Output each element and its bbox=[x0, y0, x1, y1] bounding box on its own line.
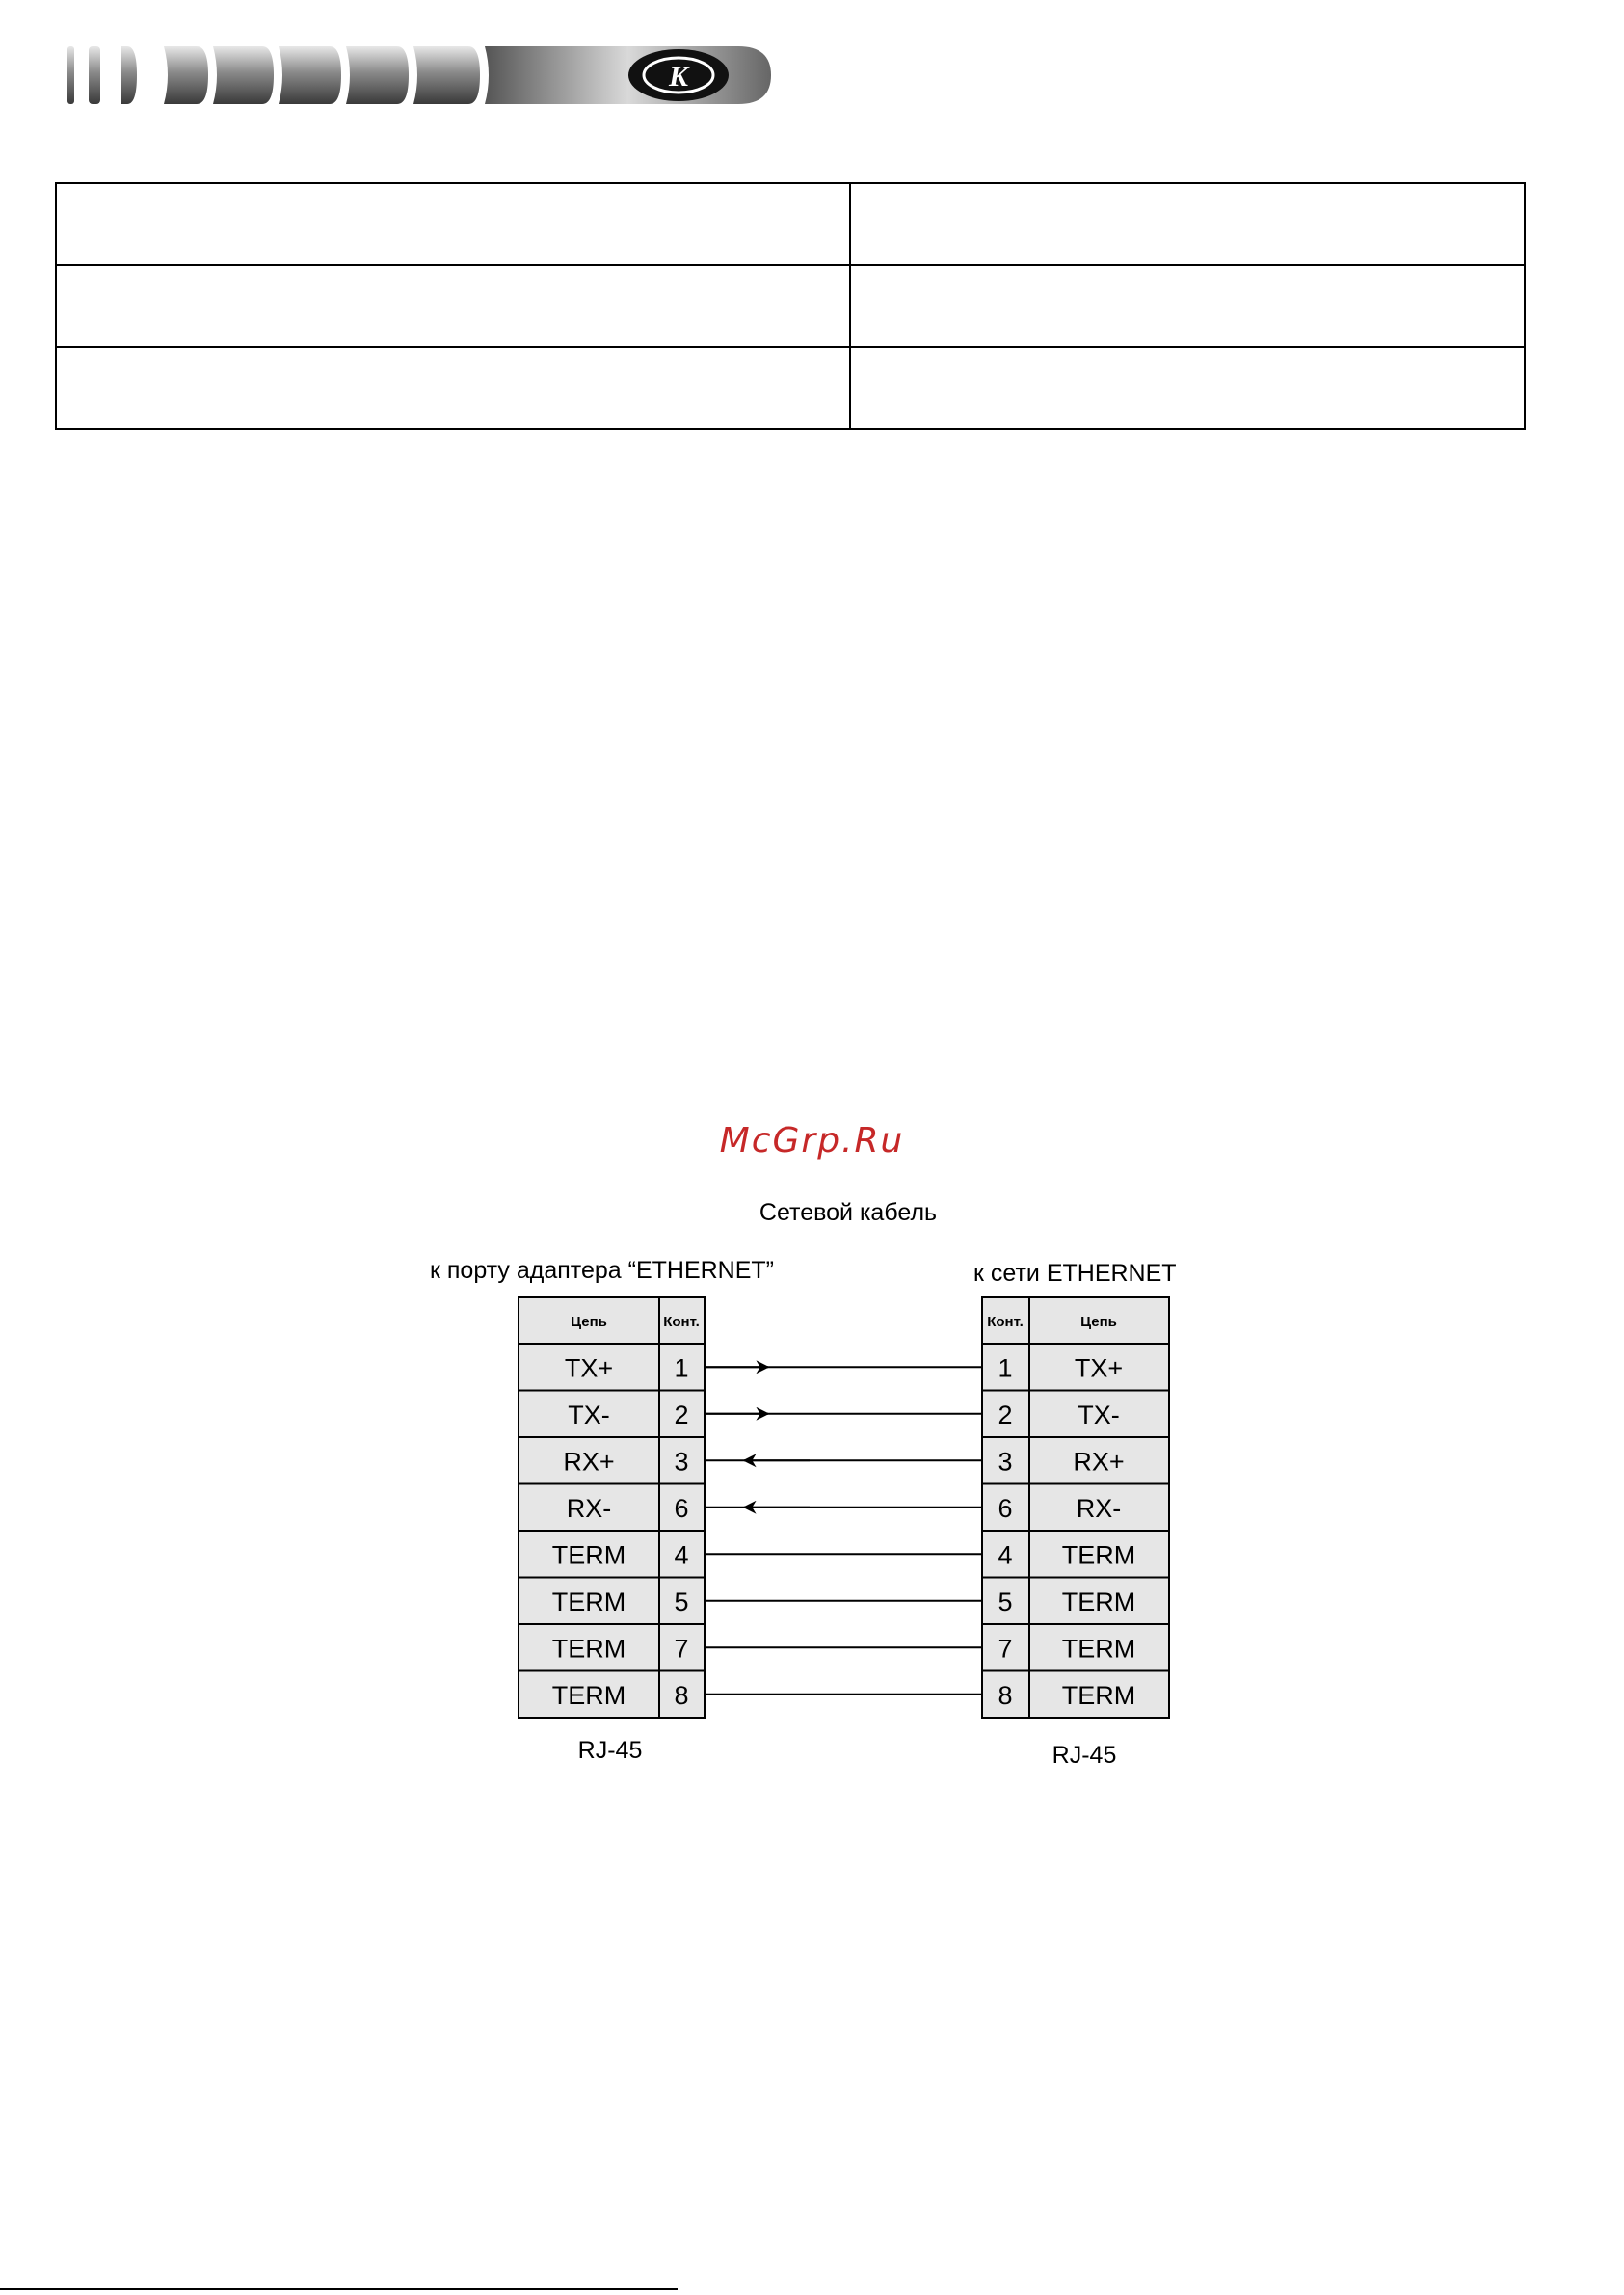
right-contact-label: 2 bbox=[998, 1400, 1013, 1429]
left-contact-label: 3 bbox=[674, 1447, 689, 1477]
diagram-title: Сетевой кабель bbox=[759, 1199, 938, 1226]
right-col-contact-header: Конт. bbox=[987, 1314, 1024, 1330]
right-circuit-label: TERM bbox=[1061, 1540, 1136, 1570]
right-caption: к сети ETHERNET bbox=[973, 1260, 1177, 1287]
wire-set bbox=[705, 1367, 982, 1695]
right-circuit-label: TX- bbox=[1078, 1400, 1120, 1429]
right-col-circuit-header: Цепь bbox=[1080, 1314, 1117, 1330]
right-contact-label: 6 bbox=[998, 1493, 1013, 1523]
left-circuit-label: RX+ bbox=[563, 1447, 615, 1477]
watermark: McGrp.Ru bbox=[719, 1121, 905, 1161]
left-circuit-label: TERM bbox=[551, 1587, 626, 1616]
right-circuit-label: RX+ bbox=[1073, 1447, 1125, 1477]
right-circuit-label: TERM bbox=[1061, 1634, 1136, 1664]
right-connector-table bbox=[982, 1297, 1169, 1718]
left-contact-label: 2 bbox=[674, 1400, 689, 1429]
left-connector-label: RJ-45 bbox=[577, 1737, 643, 1764]
logo-letter: K bbox=[668, 61, 689, 93]
left-col-circuit-header: Цепь bbox=[571, 1314, 607, 1330]
right-contact-label: 4 bbox=[998, 1540, 1013, 1570]
left-circuit-label: RX- bbox=[566, 1493, 612, 1523]
left-contact-label: 1 bbox=[674, 1353, 689, 1383]
left-contact-label: 7 bbox=[674, 1634, 689, 1664]
right-contact-label: 1 bbox=[998, 1353, 1013, 1383]
right-contact-label: 7 bbox=[998, 1634, 1013, 1664]
left-circuit-label: TX+ bbox=[564, 1353, 614, 1383]
right-connector-label: RJ-45 bbox=[1052, 1742, 1117, 1769]
left-caption: к порту адаптера “ETHERNET” bbox=[430, 1257, 774, 1284]
left-circuit-label: TERM bbox=[551, 1680, 626, 1710]
right-contact-label: 3 bbox=[998, 1447, 1013, 1477]
right-circuit-label: TERM bbox=[1061, 1587, 1136, 1616]
left-col-contact-header: Конт. bbox=[663, 1314, 700, 1330]
bottom-rule bbox=[0, 2288, 678, 2290]
right-circuit-label: RX- bbox=[1076, 1493, 1122, 1523]
left-contact-label: 6 bbox=[674, 1493, 689, 1523]
left-contact-label: 4 bbox=[674, 1540, 689, 1570]
left-circuit-label: TERM bbox=[551, 1634, 626, 1664]
right-contact-label: 8 bbox=[998, 1680, 1013, 1710]
left-circuit-label: TX- bbox=[568, 1400, 610, 1429]
right-circuit-label: TERM bbox=[1061, 1680, 1136, 1710]
left-connector-table bbox=[519, 1297, 705, 1718]
right-contact-label: 5 bbox=[998, 1587, 1013, 1616]
left-contact-label: 8 bbox=[674, 1680, 689, 1710]
left-circuit-label: TERM bbox=[551, 1540, 626, 1570]
left-contact-label: 5 bbox=[674, 1587, 689, 1616]
right-circuit-label: TX+ bbox=[1074, 1353, 1124, 1383]
